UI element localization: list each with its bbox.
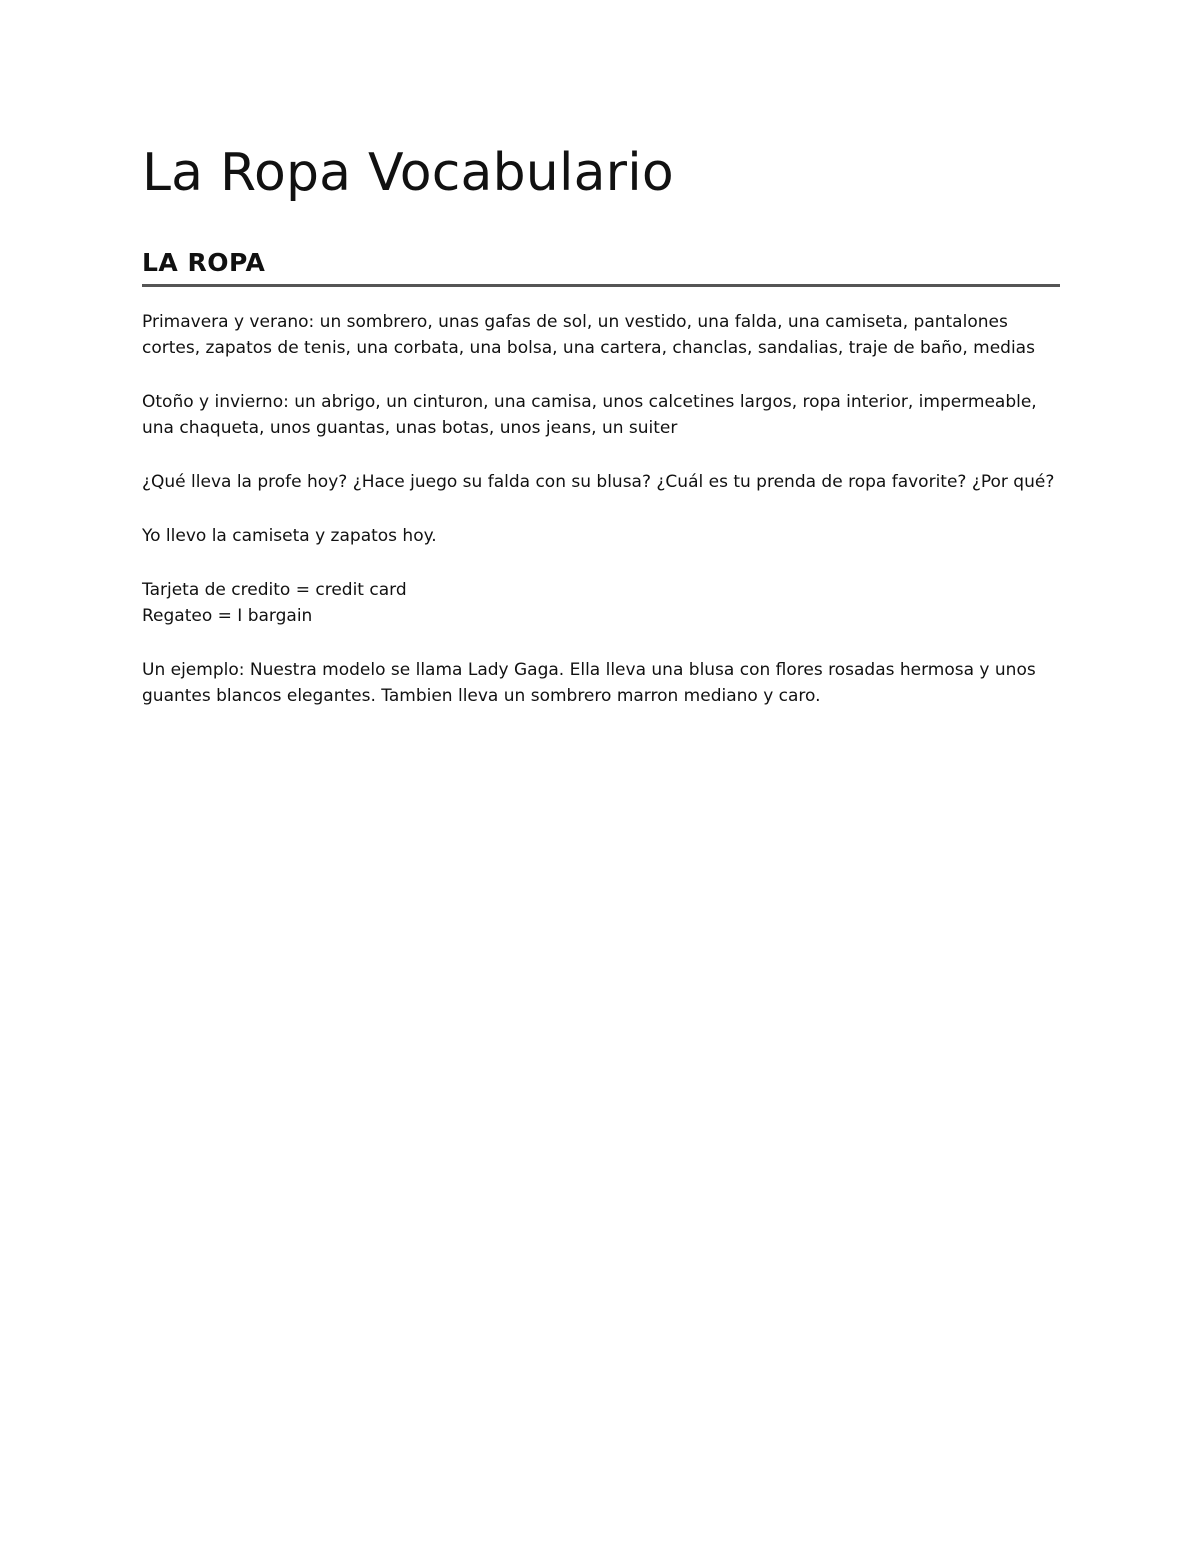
- spring-summer-paragraph: Primavera y verano: un sombrero, unas gafas de sol, un vestido, una falda, una camiseta, pantalones cortes, zapatos de tenis, una corbata, una bolsa, una cartera, chanclas, sandalias, traje de baño, medias: [142, 312, 1035, 358]
- questions-paragraph: ¿Qué lleva la profe hoy? ¿Hace juego su falda con su blusa? ¿Cuál es tu prenda de ropa favorite? ¿Por qué?: [142, 472, 1055, 492]
- answer-paragraph: Yo llevo la camiseta y zapatos hoy.: [142, 526, 437, 546]
- fall-winter-paragraph: Otoño y invierno: un abrigo, un cinturon, una camisa, unos calcetines largos, ropa interior, impermeable, una chaqueta, unos guantas, unas botas, unos jeans, un suiter: [142, 392, 1037, 438]
- vocab-line-bargain: Regateo = I bargain: [142, 606, 313, 626]
- vocab-line-credit-card: Tarjeta de credito = credit card: [142, 580, 407, 600]
- example-paragraph: Un ejemplo: Nuestra modelo se llama Lady Gaga. Ella lleva una blusa con flores rosadas hermosa y unos guantes blancos elegantes. Tambien lleva un sombrero marron mediano y caro.: [142, 660, 1036, 706]
- document-title: La Ropa Vocabulario: [142, 143, 674, 203]
- vocab-paragraph: [142, 577, 1060, 629]
- document-page: [142, 138, 1060, 709]
- section-heading: LA ROPA: [142, 246, 1060, 287]
